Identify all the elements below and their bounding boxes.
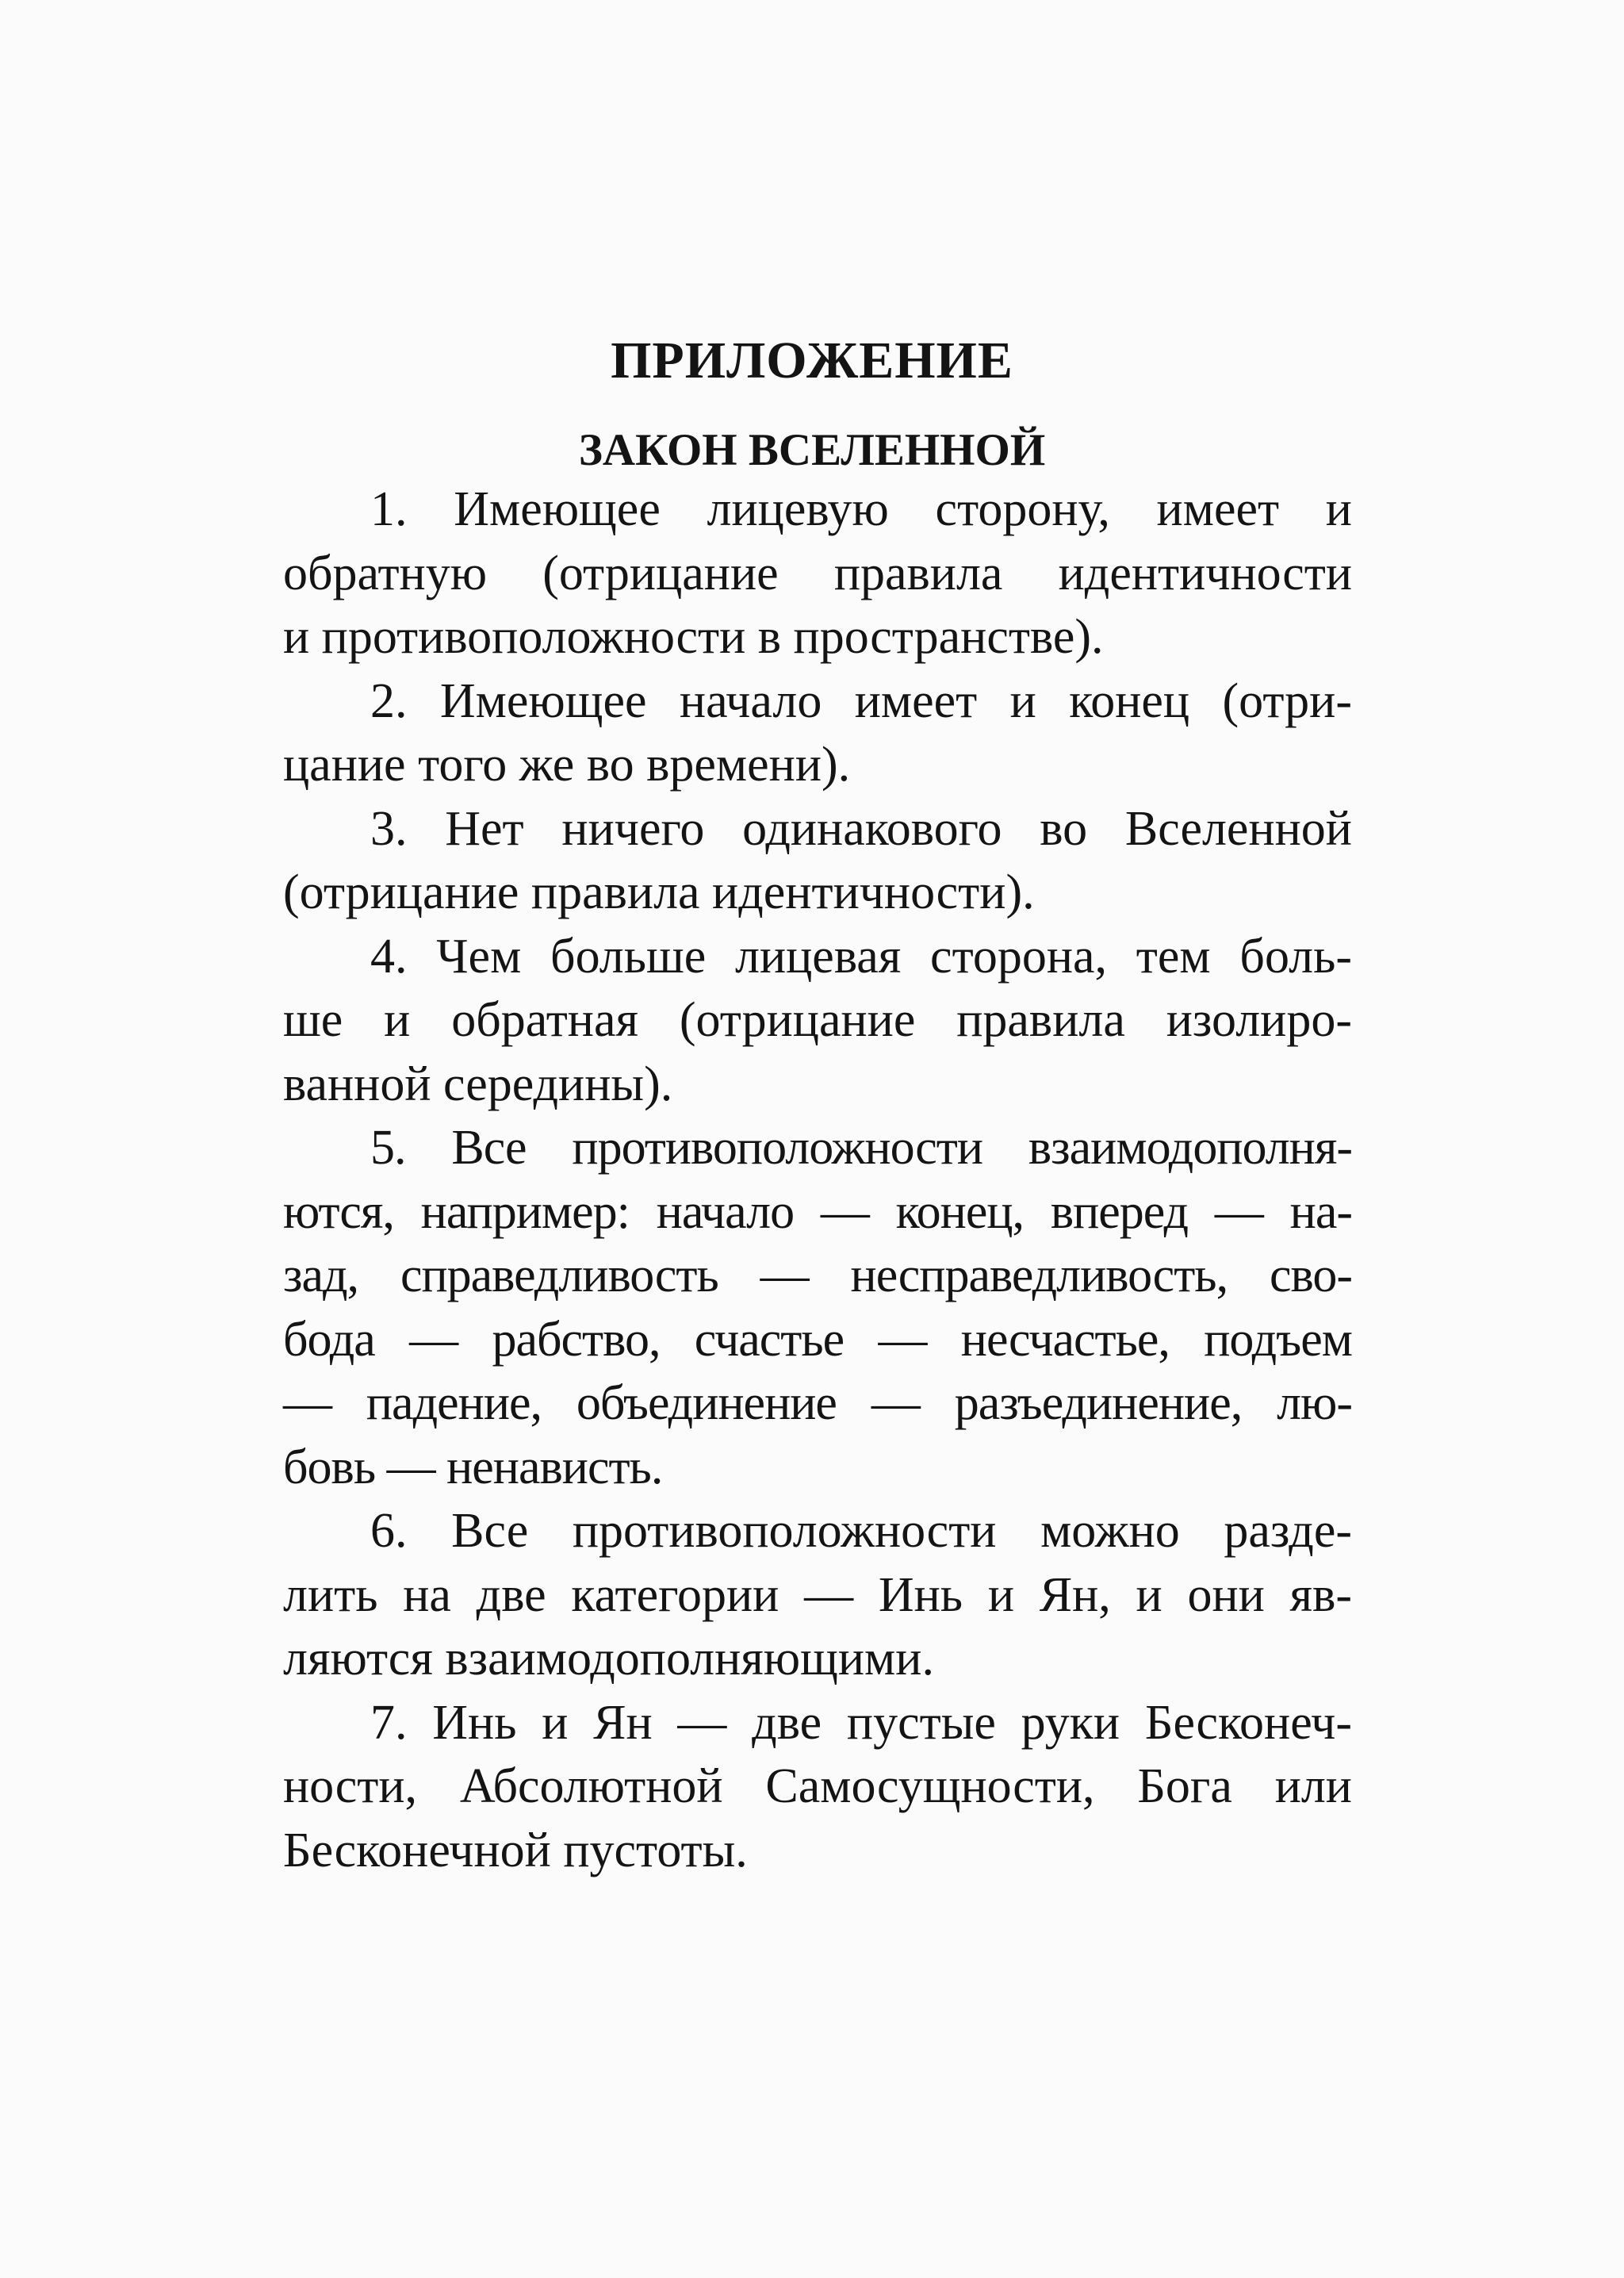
law-paragraph-7 <box>283 1691 1352 1883</box>
text-line: бода — рабство, счастье — несчастье, подъем <box>283 1312 1352 1367</box>
text-line: и противоположности в пространстве). <box>283 610 1104 664</box>
text-line: лить на две категории — Инь и Ян, и они яв- <box>283 1567 1352 1622</box>
law-paragraph-3 <box>283 797 1352 925</box>
text-line: 7. Инь и Ян — две пустые руки Бесконеч- <box>370 1695 1352 1750</box>
text-line: ванной середины). <box>283 1057 673 1111</box>
text-line: зад, справедливость — несправедливость, сво- <box>283 1248 1352 1302</box>
text-line: (отрицание правила идентичности). <box>283 865 1035 919</box>
law-paragraph-5 <box>283 1116 1352 1499</box>
law-list <box>283 477 1352 1882</box>
law-paragraph-1 <box>283 477 1352 669</box>
page-title: ПРИЛОЖЕНИЕ <box>611 332 1013 389</box>
law-paragraph-2 <box>283 669 1352 797</box>
text-line: ше и обратная (отрицание правила изолиро- <box>283 993 1352 1047</box>
text-line: 2. Имеющее начало имеет и конец (отри- <box>370 673 1352 728</box>
section-title: ЗАКОН ВСЕЛЕННОЙ <box>578 425 1046 475</box>
text-line: ности, Абсолютной Самосущности, Бога или <box>283 1759 1352 1813</box>
text-line: 6. Все противоположности можно разде- <box>370 1504 1352 1558</box>
law-paragraph-6 <box>283 1499 1352 1691</box>
text-line: — падение, объединение — разъединение, лю- <box>283 1376 1352 1430</box>
text-line: Бесконечной пустоты. <box>283 1823 748 1877</box>
law-paragraph-4 <box>283 925 1352 1117</box>
text-line: ляются взаимодополняющими. <box>283 1632 934 1685</box>
text-line: 4. Чем больше лицевая сторона, тем боль- <box>370 929 1352 984</box>
text-line: 1. Имеющее лицевую сторону, имеет и <box>370 482 1352 536</box>
text-line: 5. Все противоположности взаимодополня- <box>370 1121 1352 1175</box>
text-line: ются, например: начало — конец, вперед — на- <box>283 1184 1352 1239</box>
text-line: обратную (отрицание правила идентичности <box>283 546 1352 600</box>
text-line: 3. Нет ничего одинакового во Вселенной <box>370 801 1352 856</box>
text-line: бовь — ненависть. <box>283 1440 663 1494</box>
text-line: цание того же во времени). <box>283 738 851 792</box>
